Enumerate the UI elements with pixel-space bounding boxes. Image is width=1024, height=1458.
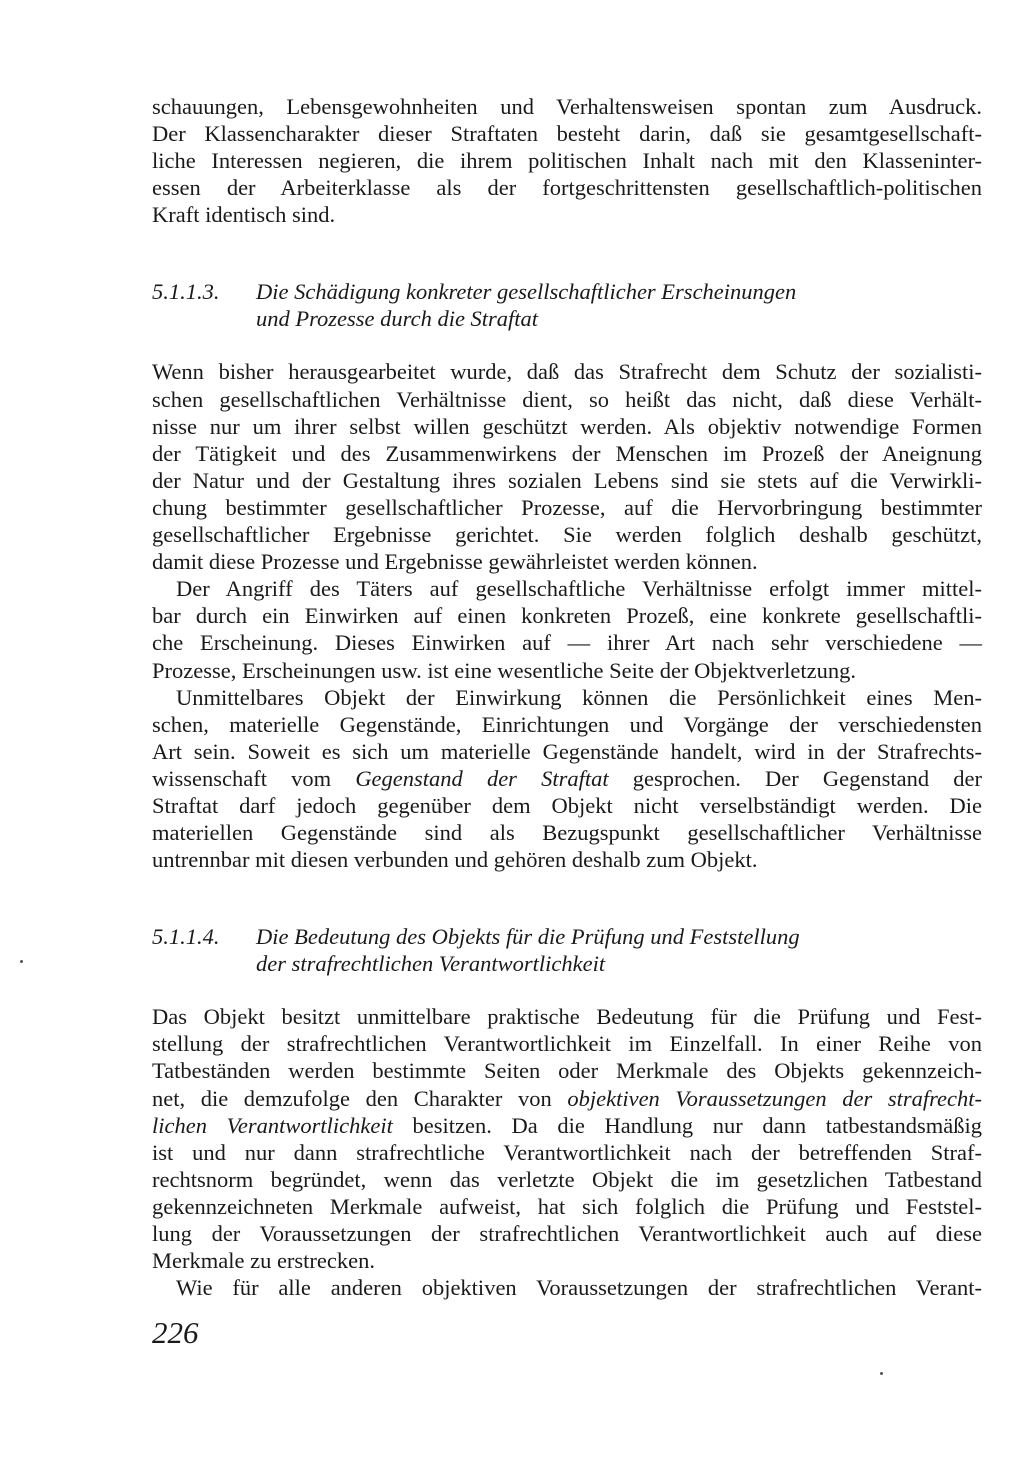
scan-speck <box>20 960 23 963</box>
text-line: bar durch ein Einwirken auf einen konkreten Prozeß, eine konkrete gesellschaftli- <box>152 603 982 629</box>
scan-speck <box>880 1372 883 1375</box>
text-line: gekennzeichneten Merkmale aufweist, hat sich folglich die Prüfung und Feststel- <box>152 1193 982 1219</box>
text-line: stellung der strafrechtlichen Verantwortlichkeit im Einzelfall. In einer Reihe von <box>152 1031 982 1057</box>
text-line <box>152 1112 982 1139</box>
text-line: materiellen Gegenstände sind als Bezugspunkt gesellschaftlicher Verhältnisse <box>152 820 982 846</box>
text-line: Merkmale zu erstrecken. <box>152 1248 376 1274</box>
section-title: Die Schädigung konkreter gesellschaftlicher Erscheinungen <box>256 279 797 305</box>
text-line: Das Objekt besitzt unmittelbare praktische Bedeutung für die Prüfung und Fest- <box>152 1004 982 1030</box>
text-fragment: wissenschaft vom <box>152 765 332 791</box>
text-line: Tatbeständen werden bestimmte Seiten oder Merkmale des Objekts gekennzeich- <box>152 1058 982 1084</box>
text-line: lung der Voraussetzungen der strafrechtlichen Verantwortlichkeit auch auf diese <box>152 1221 982 1246</box>
paragraph-2 <box>152 575 982 683</box>
text-line: che Erscheinung. Dieses Einwirken auf — ihrer Art nach sehr verschiedene — <box>152 630 982 656</box>
section-title-continued: und Prozesse durch die Straftat <box>256 306 539 332</box>
text-line: Der Angriff des Täters auf gesellschaftliche Verhältnisse erfolgt immer mittel- <box>176 576 982 602</box>
section-title: Die Bedeutung des Objekts für die Prüfung und Feststellung <box>256 924 800 950</box>
text-line: Unmittelbares Objekt der Einwirkung können die Persönlichkeit eines Men- <box>176 684 982 710</box>
text-line: ist und nur dann strafrechtliche Verantwortlichkeit nach der betreffenden Straf- <box>152 1139 982 1165</box>
text-line: Straftat darf jedoch gegenüber dem Objekt nicht verselbständigt werden. Die <box>152 792 982 818</box>
text-line: Prozesse, Erscheinungen usw. ist eine wesentliche Seite der Objektverletzung. <box>152 657 856 683</box>
paragraph-3 <box>152 684 982 874</box>
section-number: 5.1.1.4. <box>152 924 220 950</box>
text-fragment: besitzen. Da die Handlung nur dann tatbestandsmäßig <box>412 1112 983 1138</box>
section-heading-5-1-1-3 <box>152 278 982 332</box>
text-line: essen der Arbeiterklasse als der fortgeschrittensten gesellschaftlich-politischen <box>152 175 982 201</box>
text-line: untrennbar mit diesen verbunden und gehören deshalb zum Objekt. <box>152 847 758 873</box>
text-line: schen gesellschaftlichen Verhältnisse dient, so heißt das nicht, daß diese Verhält- <box>152 386 982 412</box>
text-line: schen, materielle Gegenstände, Einrichtungen und Vorgänge der verschiedensten <box>152 711 982 737</box>
emphasis-term: Gegenstand der Straftat <box>355 765 609 791</box>
text-line: chung bestimmter gesellschaftlicher Prozesse, auf die Hervorbringung bestimmter <box>152 494 982 520</box>
paragraph-1 <box>152 358 982 575</box>
text-line: liche Interessen negieren, die ihrem politischen Inhalt nach mit den Klasseninter- <box>152 148 982 174</box>
text-line: der Natur und der Gestaltung ihres sozialen Lebens sind sie stets auf die Verwirkli- <box>152 467 982 493</box>
text-line: der Tätigkeit und des Zusammenwirkens der Menschen im Prozeß der Aneignung <box>152 440 982 466</box>
text-line: schauungen, Lebensgewohnheiten und Verhaltensweisen spontan zum Ausdruck. <box>152 94 982 119</box>
text-fragment: net, die demzufolge den Charakter von <box>152 1085 552 1111</box>
text-fragment: gesprochen. Der Gegenstand der <box>632 765 983 791</box>
paragraph-5 <box>152 1274 982 1301</box>
text-line: Kraft identisch sind. <box>152 202 336 228</box>
text-line: nisse nur um ihrer selbst willen geschützt werden. Als objektiv notwendige Formen <box>152 413 982 439</box>
text-line <box>152 1085 982 1112</box>
text-line: Wenn bisher herausgearbeitet wurde, daß das Strafrecht dem Schutz der sozialisti- <box>152 359 982 385</box>
text-line: rechtsnorm begründet, wenn das verletzte Objekt die im gesetzlichen Tatbestand <box>152 1166 982 1192</box>
section-number: 5.1.1.3. <box>152 279 220 305</box>
text-line: Der Klassencharakter dieser Straftaten besteht darin, daß sie gesamtgesellschaft- <box>152 121 982 147</box>
emphasis-term: objektiven Voraussetzungen der strafrecht- <box>567 1085 983 1111</box>
page-body <box>152 93 982 1301</box>
text-line: Art sein. Soweit es sich um materielle Gegenstände handelt, wird in der Strafrechts- <box>152 738 982 764</box>
page-number: 226 <box>152 1315 199 1350</box>
section-heading-5-1-1-4 <box>152 923 982 977</box>
text-line: gesellschaftlicher Ergebnisse gerichtet. Sie werden folglich deshalb geschützt, <box>152 522 982 548</box>
text-line: damit diese Prozesse und Ergebnisse gewährleistet werden können. <box>152 549 758 575</box>
section-title-continued: der strafrechtlichen Verantwortlichkeit <box>256 951 606 977</box>
text-line: Wie für alle anderen objektiven Voraussetzungen der strafrechtlichen Verant- <box>176 1275 982 1301</box>
emphasis-term: lichen Verantwortlichkeit <box>152 1112 393 1138</box>
paragraph-4 <box>152 1003 982 1274</box>
intro-paragraph <box>152 93 982 228</box>
text-line <box>152 765 982 792</box>
